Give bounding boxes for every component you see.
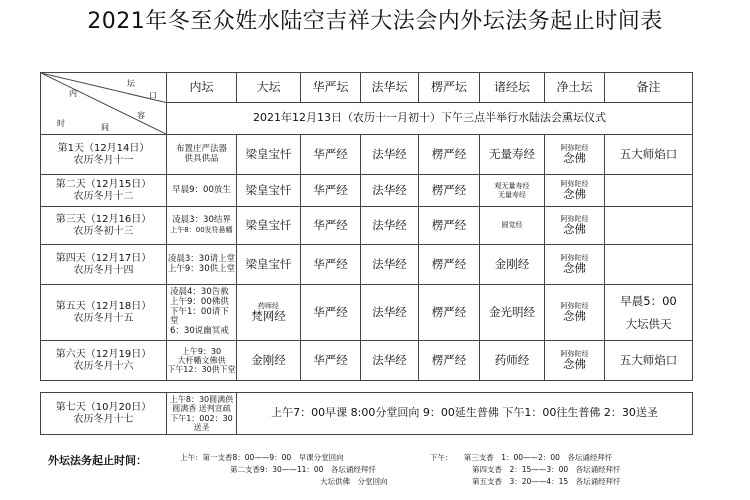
note-cell [605,285,693,341]
neitan-cell [167,135,237,175]
neitan-cell [167,285,237,341]
neitan-line: 圆满香 送判宣疏 [172,404,231,414]
neitan-cell: 早晨9：00放生 [167,175,237,207]
neitan-line: 下午12：30供下堂 [167,365,236,375]
footer-line: 上午：第一支香8：00——9：00 早课分堂回向 [180,453,344,462]
page-title: 2021年冬至众姓水陆空吉祥大法会内外坛法务起止时间表 [87,9,663,34]
table-row [41,285,693,341]
diagonal-header-cell [41,73,167,135]
jingtu-cell [545,245,605,285]
diag-shi: 时 [57,119,65,128]
huayan-cell: 华严经 [301,245,361,285]
jingtu-nianfo: 念佛 [563,150,586,165]
jingtu-nianfo: 念佛 [563,260,586,275]
day-cell [41,285,167,341]
day-cell [41,207,167,245]
spacer-row [41,381,693,393]
col-fahuatan: 法华坛 [361,73,419,103]
lengyan-cell: 楞严经 [419,341,480,381]
day-label: 第二天（12月15日） [55,179,152,190]
note-cell: 五大师焰口 [605,341,693,381]
huayan-cell: 华严经 [301,341,361,381]
ceremony-cell: 2021年12月13日（农历十一月初十）下午三点半举行水陆法会熏坛仪式 [167,103,693,135]
table-row [41,341,693,381]
lengyan-cell: 楞严经 [419,245,480,285]
day-label: 第六天（12月19日） [55,349,152,360]
jingtu-sutra: 阿弥陀经 [560,301,589,310]
neitan-cell [167,393,237,435]
lunar-label: 农历冬初十三 [73,225,134,237]
neitan-line: 上午9：00佛供 [170,296,229,307]
huayan-cell: 华严经 [301,285,361,341]
datan-cell: 梁皇宝忏 [237,245,301,285]
lunar-label: 农历冬月十五 [73,312,134,324]
footer-line: 下午： 第三支香 1：00——2：00 各坛诵经拜忏 [430,453,613,462]
day-label: 第七天（10月20日） [55,402,152,413]
jingtu-nianfo: 念佛 [563,308,586,323]
datan-cell: 金刚经 [237,341,301,381]
fahua-cell: 法华经 [361,245,419,285]
neitan-cell [167,245,237,285]
day-cell [41,341,167,381]
note-cell: 五大师焰口 [605,135,693,175]
day-label: 第三天（12月16日） [55,214,152,225]
table-row [41,135,693,175]
day7-schedule-cell: 上午7：00早课 8:00分堂回向 9：00延生普佛 下午1：00往生普佛 2：30送圣 [237,393,693,435]
table-row [41,175,693,207]
header-row [41,73,693,103]
footer-line: 第五支香 3：20——4：15 各坛诵经拜忏 [472,477,621,486]
lunar-label: 农历冬月十七 [73,413,134,425]
jingtu-cell [545,341,605,381]
datan-cell: 梁皇宝忏 [237,135,301,175]
huayan-cell: 华严经 [301,135,361,175]
table-row [41,207,693,245]
col-neitan: 内坛 [167,73,237,103]
datan-cell [237,285,301,341]
neitan-line: 上午9：30供上堂 [167,263,236,274]
neitan-cell [167,341,237,381]
fahua-cell: 法华经 [361,341,419,381]
zhujing-line: 无量寿经 [498,190,526,199]
jingtu-sutra: 阿弥陀经 [560,214,589,223]
col-zhujingtan: 诸经坛 [480,73,545,103]
huayan-cell: 华严经 [301,175,361,207]
diag-jian: 间 [101,123,109,132]
table-row [41,393,693,435]
jingtu-nianfo: 念佛 [563,186,586,201]
neitan-line: 布置庄严法器 [175,143,227,154]
jingtu-sutra: 阿弥陀经 [560,253,589,262]
jingtu-nianfo: 念佛 [563,221,586,236]
lengyan-cell: 楞严经 [419,285,480,341]
col-datan: 大坛 [237,73,301,103]
zhujing-cell [480,175,545,207]
lunar-label: 农历冬月十六 [73,360,134,372]
jingtu-cell [545,285,605,341]
note-cell [605,245,693,285]
neitan-line: 2：30送圣 [193,413,233,432]
lengyan-cell: 楞严经 [419,207,480,245]
neitan-line: 上午9：30 [181,346,222,356]
zhujing-line: 观无量寿经 [494,182,530,191]
diag-kou: 口 [149,91,157,100]
jingtu-sutra: 阿弥陀经 [560,349,589,358]
fahua-cell: 法华经 [361,175,419,207]
note-cell [605,175,693,207]
zhujing-cell: 圆觉经 [480,207,545,245]
zhujing-cell: 金刚经 [480,245,545,285]
neitan-line: 凌晨3：30结界 [172,214,231,225]
fahua-cell: 法华经 [361,207,419,245]
fahua-cell: 法华经 [361,135,419,175]
table-row [41,245,693,285]
footer-line: 第四支香 2：15——3：00 各坛诵经拜忏 [472,465,621,474]
note-cell [605,207,693,245]
neitan-line: 上午8：00发符悬幡 [170,225,233,234]
neitan-cell [167,207,237,245]
huayan-cell: 华严经 [301,207,361,245]
day-cell [41,245,167,285]
day-cell [41,175,167,207]
footer-line: 大坛供佛 分堂回向 [320,477,388,486]
jingtu-nianfo: 念佛 [563,356,586,371]
jingtu-cell [545,135,605,175]
lengyan-cell: 楞严经 [419,135,480,175]
lunar-label: 农历冬月十二 [73,190,134,202]
diag-nei: 内 [69,89,77,98]
footer-heading: 外坛法务起止时间： [48,454,147,467]
footer-line: 第二支香9：30——11：00 各坛诵经拜忏 [230,465,376,474]
jingtu-cell [545,207,605,245]
neitan-line: 大杆幡文佛供 [177,355,226,365]
datan-cell: 梁皇宝忏 [237,207,301,245]
jingtu-sutra: 阿弥陀经 [560,143,589,152]
col-huayantan: 华严坛 [301,73,361,103]
day-label: 第1天（12月14日） [57,143,150,154]
datan-cell: 梁皇宝忏 [237,175,301,207]
zhujing-cell: 金光明经 [480,285,545,341]
datan-main: 梵网经 [251,308,286,323]
jingtu-cell [545,175,605,207]
schedule-table [40,72,693,435]
note-line: 大坛供天 [625,316,672,331]
day-cell [41,393,167,435]
col-jingtutan: 净土坛 [545,73,605,103]
day-label: 第五天（12月18日） [55,301,152,312]
diag-rong: 容 [137,111,145,120]
neitan-line: 供具供品 [184,153,219,164]
zhujing-cell: 药师经 [480,341,545,381]
datan-top: 药师经 [258,301,279,310]
diag-tan: 坛 [127,79,135,88]
neitan-line: 上午8：30圆满供 [169,395,234,405]
neitan-line: 下午1：00请下堂 [170,306,229,327]
neitan-line: 下午1：00 [170,413,210,423]
day-label: 第四天（12月17日） [55,253,152,264]
col-beizhu: 备注 [605,73,693,103]
neitan-line: 凌晨4：30告赦 [170,287,229,298]
lunar-label: 农历冬月十四 [73,264,134,276]
jingtu-sutra: 阿弥陀经 [560,179,589,188]
lengyan-cell: 楞严经 [419,175,480,207]
zhujing-cell: 无量寿经 [480,135,545,175]
note-line: 早晨5：00 [620,293,677,308]
lunar-label: 农历冬月十一 [73,154,134,166]
fahua-cell: 法华经 [361,285,419,341]
neitan-line: 6：30说幽冥戒 [170,326,229,337]
col-lengyantan: 楞严坛 [419,73,480,103]
neitan-line: 凌晨3：30请上堂 [167,253,236,264]
day-cell [41,135,167,175]
